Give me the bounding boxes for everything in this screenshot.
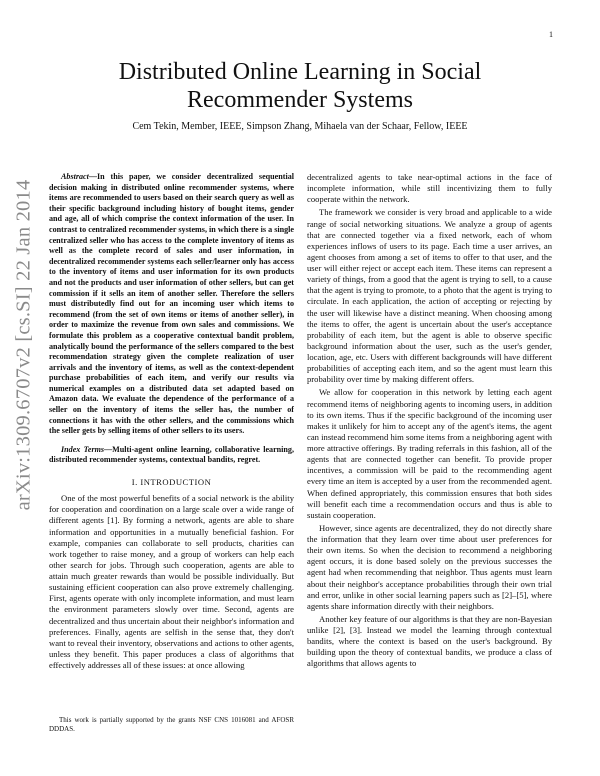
intro-paragraph-2: The framework we consider is very broad and applicable to a wide range of social networking situations. We analyze a group of agents that are connected together via a fixed network, each of whom experiences inflows of users to its page. Each time a user arrives, an agent chooses from among a set of items to offer to that user, and the user will either reject or accept each item. These items can represent a variety of things, from a good that the agent is trying to sell, to a cause that the agent is trying to promote, to a photo that the agent is trying to circulate. In each application, the action of accepting or rejecting by the user will likewise have a distinct meaning. When choosing among the items to offer, the agent is uncertain about the user's acceptance probability of each item, but the agent is able to observe specific background information about the user, such as the user's gender, location, age, etc. Users with different backgrounds will have different probabilities of accepting each item, and so the agent must learn this probability over time by making different offers.: [307, 207, 552, 385]
funding-footnote: This work is partially supported by the grants NSF CNS 1016081 and AFOSR DDDAS.: [49, 716, 294, 733]
title-line-1: Distributed Online Learning in Social: [118, 59, 482, 85]
intro-paragraph-1: One of the most powerful benefits of a social network is the ability for cooperation and coordination on a large scale over a wide range of different agents [1]. By forming a network, agents are able to share information and opportunities in a mutually beneficial fashion. For example, companies can collaborate to sell products, charities can work together to raise money, and a group of workers can help each other search for jobs. Through such cooperation, agents are able to attain much greater rewards than would be possible individually. But sustaining efficient cooperation can also prove extremely challenging. First, agents operate with only incomplete information, and must learn the environment parameters slowly over time. Second, agents are decentralized and thus uncertain about their neighbor's information and preferences. Finally, agents are selfish in the sense that, they don't want to reveal their inventory, observations and actions to other agents, unless they benefit. This paper produces a class of algorithms that effectively addresses all of these issues: at once allowing: [49, 493, 294, 671]
intro-paragraph-continued: decentralized agents to take near-optimal actions in the face of incomplete information, while still incentivizing them to fully cooperate within the network.: [307, 172, 552, 205]
index-terms-label: Index Terms: [61, 444, 105, 454]
arxiv-id-text: arXiv:1309.6707v2 [cs.SI] 22 Jan 2014: [12, 179, 35, 511]
abstract: [49, 172, 294, 437]
left-column: [49, 172, 294, 671]
abstract-text: —In this paper, we consider decentralized sequential decision making in distributed online recommender systems, where items are recommended to users based on their search query as well as their specific background including history of bought items, gender and age, all of which comprise the context information of the user. In contrast to centralized recommender systems, in which there is a single centralized seller who has access to the complete inventory of items as well as the complete record of sales and user information, in decentralized recommender systems each seller/learner only has access to the inventory of items and user information for its own products and not the products and user information of other sellers, but can get commission if it sells an item of another seller. Therefore the sellers must distributedly find out for an incoming user which items to recommend (from the set of own items or items of another seller), in order to maximize the revenue from own sales and commissions. We formulate this problem as a cooperative contextual bandit problem, analytically bound the performance of the sellers compared to the best recommendation strategy given the complete realization of user arrivals and the inventory of items, as well as the context-dependent purchase probabilities of each item, and verify our results via numerical examples on a distributed data set adapted based on Amazon data. We evaluate the dependence of the performance of a seller on the inventory of items the seller has, the number of connections it has with the other sellers, and the commissions which the seller gets by selling items of other sellers to its users.: [49, 172, 294, 436]
intro-paragraph-5: Another key feature of our algorithms is that they are non-Bayesian unlike [2], [3]. Instead we model the learning through contextual bandits, where the context is based on the user's background. By building upon the theory of contextual bandits, we produce a class of algorithms that allows agents to: [307, 613, 552, 669]
footnote: [49, 716, 294, 734]
title-line-2: Recommender Systems: [187, 87, 413, 113]
abstract-label: Abstract: [61, 172, 89, 181]
page-number: 1: [549, 30, 553, 39]
index-terms-text: —Multi-agent online learning, collaborative learning, distributed recommender systems, contextual bandits, regret.: [49, 444, 295, 465]
arxiv-identifier-stamp: [6, 110, 42, 580]
intro-paragraph-3: We allow for cooperation in this network by letting each agent recommend items of neighboring agents to incoming users, in addition to its own items. Thus if the specific background of the incoming user makes it unlikely for him to accept any of the agent's items, the agent can instead recommend him some items from a neighboring agent with more attractive offerings. By trading referrals in this fashion, all of the agents that are connected together can benefit. To provide proper incentives, a commission will be paid to the recommending agent every time an item is accepted by a user from the recommended agent. When defined appropriately, this commission ensures that both sides will benefit each time a recommendation occurs and thus is able to sustain cooperation.: [307, 387, 552, 520]
section-heading-introduction: I. INTRODUCTION: [131, 477, 212, 488]
intro-paragraph-4: However, since agents are decentralized, they do not directly share the information that they learn over time about user preferences for their own items. So when the decision to recommend a neighboring agent occurs, it is done based solely on the previous successes the agent had when recommending that neighbor. Thus agents must learn about their neighbor's acceptance probabilities through their own trial and error, unlike in other social learning papers such as [2]–[5], where agents share information directly with their neighbors.: [307, 522, 552, 611]
right-column: [307, 172, 552, 670]
index-terms: [49, 445, 294, 466]
author-list: Cem Tekin, Member, IEEE, Simpson Zhang, Mihaela van der Schaar, Fellow, IEEE: [132, 121, 468, 132]
paper-title: [60, 58, 540, 114]
